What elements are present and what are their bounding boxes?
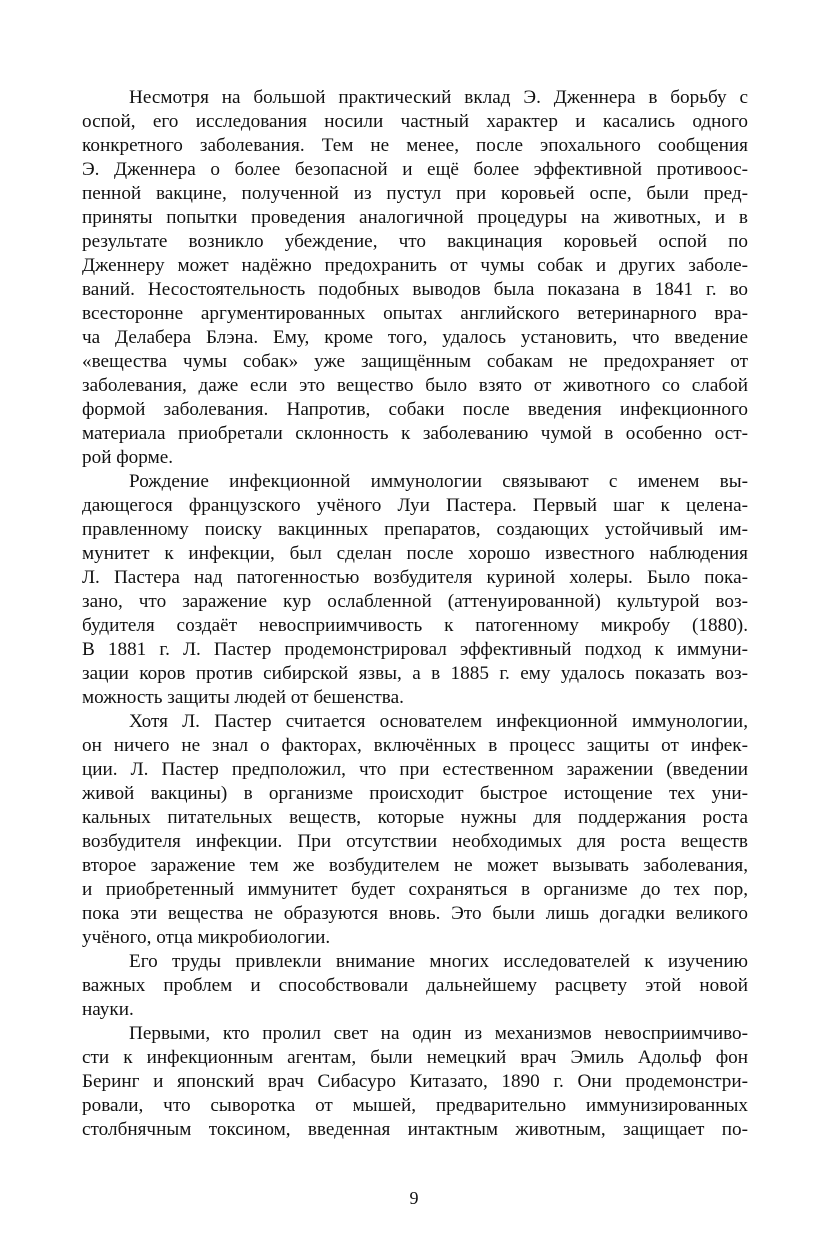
text-line: он ничего не знал о факторах, включённых в процесс защиты от инфек- [82, 735, 748, 756]
text-line: важных проблем и способствовали дальнейшему расцвету этой новой [82, 975, 748, 996]
paragraph-jenner [82, 86, 748, 470]
text-line: оспой, его исследования носили частный характер и касались одного [82, 111, 748, 132]
paragraph-behring-kitasato [82, 1022, 748, 1142]
text-line: Хотя Л. Пастер считается основателем инфекционной иммунологии, [129, 711, 748, 732]
text-line: «вещества чумы собак» уже защищённым собакам не предохраняет от [82, 351, 748, 372]
text-line: материала приобретали склонность к заболеванию чумой в особенно ост- [82, 423, 748, 444]
text-line: ваний. Несостоятельность подобных выводов была показана в 1841 г. во [82, 279, 748, 300]
paragraph-legacy [82, 950, 748, 1022]
text-line: Его труды привлекли внимание многих исследователей к изучению [129, 951, 748, 972]
text-line: науки. [82, 999, 134, 1020]
text-line: Рождение инфекционной иммунологии связывают с именем вы- [129, 471, 748, 492]
text-line: учёного, отца микробиологии. [82, 927, 331, 948]
text-line: пока эти вещества не образуются вновь. Это были лишь догадки великого [82, 903, 748, 924]
text-line: дающегося французского учёного Луи Пастера. Первый шаг к целена- [82, 495, 748, 516]
text-line: кальных питательных веществ, которые нужны для поддержания роста [82, 807, 748, 828]
paragraph-pasteur [82, 470, 748, 710]
text-line: формой заболевания. Напротив, собаки после введения инфекционного [82, 399, 748, 420]
text-line: приняты попытки проведения аналогичной процедуры на животных, и в [82, 207, 748, 228]
text-line: Беринг и японский врач Сибасуро Китазато, 1890 г. Они продемонстри- [82, 1071, 748, 1092]
text-line: ции. Л. Пастер предположил, что при естественном заражении (введении [82, 759, 748, 780]
text-line: второе заражение тем же возбудителем не может вызывать заболевания, [82, 855, 748, 876]
text-line: ровали, что сыворотка от мышей, предварительно иммунизированных [82, 1095, 748, 1116]
page-number: 9 [409, 1188, 419, 1208]
text-line: мунитет к инфекции, был сделан после хорошо известного наблюдения [82, 543, 748, 564]
text-line: будителя создаёт невосприимчивость к патогенному микробу (1880). [82, 615, 748, 636]
text-line: Первыми, кто пролил свет на один из механизмов невосприимчиво- [129, 1023, 748, 1044]
text-line: В 1881 г. Л. Пастер продемонстрировал эффективный подход к иммуни- [82, 639, 748, 660]
text-line: ча Делабера Блэна. Ему, кроме того, удалось установить, что введение [82, 327, 748, 348]
text-line: всесторонне аргументированных опытах английского ветеринарного вра- [82, 303, 748, 324]
text-line: конкретного заболевания. Тем не менее, после эпохального сообщения [82, 135, 748, 156]
text-line: и приобретенный иммунитет будет сохраняться в организме до тех пор, [82, 879, 748, 900]
text-line: сти к инфекционным агентам, были немецкий врач Эмиль Адольф фон [82, 1047, 748, 1068]
text-line: возбудителя инфекции. При отсутствии необходимых для роста веществ [82, 831, 748, 852]
text-line: столбнячным токсином, введенная интактным животным, защищает по- [82, 1119, 748, 1140]
text-line: правленному поиску вакцинных препаратов, создающих устойчивый им- [82, 519, 748, 540]
text-line: живой вакцины) в организме происходит быстрое истощение тех уни- [82, 783, 748, 804]
text-line: результате возникло убеждение, что вакцинация коровьей оспой по [82, 231, 748, 252]
page-body [82, 86, 748, 1142]
text-line: зано, что заражение кур ослабленной (аттенуированной) культурой воз- [82, 591, 748, 612]
paragraph-pasteur-hypothesis [82, 710, 748, 950]
text-line: рой форме. [82, 447, 174, 468]
text-line: Дженнеру может надёжно предохранить от чумы собак и других заболе- [82, 255, 748, 276]
text-line: Л. Пастера над патогенностью возбудителя куриной холеры. Было пока- [82, 567, 748, 588]
text-line: зации коров против сибирской язвы, а в 1885 г. ему удалось показать воз- [82, 663, 748, 684]
text-line: Э. Дженнера о более безопасной и ещё более эффективной противоос- [82, 159, 748, 180]
text-line: заболевания, даже если это вещество было взято от животного со слабой [82, 375, 748, 396]
text-line: можность защиты людей от бешенства. [82, 687, 404, 708]
text-line: пенной вакцине, полученной из пустул при коровьей оспе, были пред- [82, 183, 748, 204]
text-line: Несмотря на большой практический вклад Э. Дженнера в борьбу с [129, 87, 748, 108]
